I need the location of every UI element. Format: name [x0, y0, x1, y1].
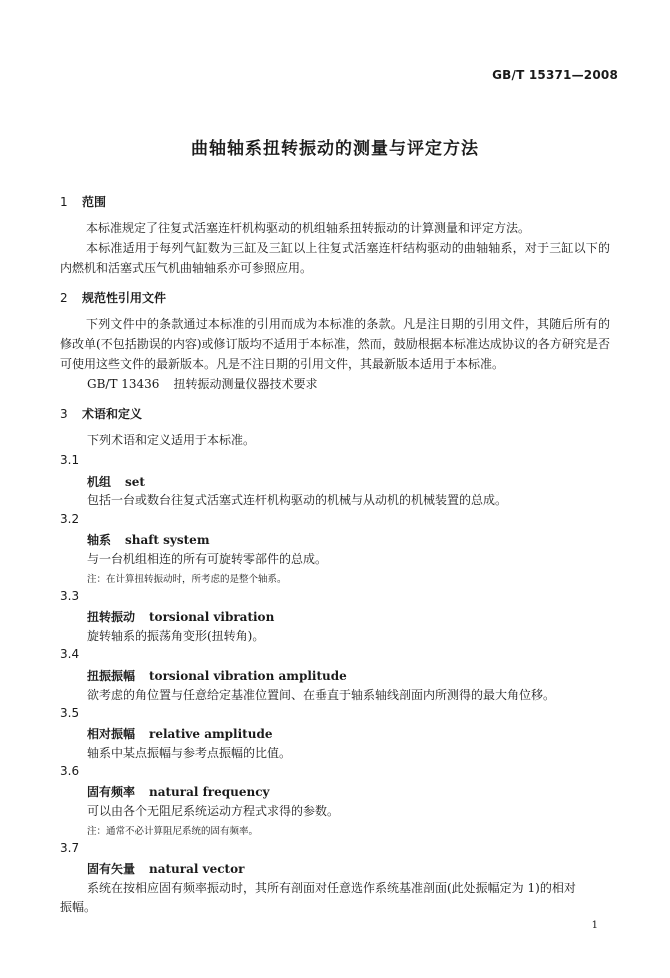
term-definition: 可以由各个无阻尼系统运动方程式求得的参数。	[87, 804, 340, 818]
term-en: shaft system	[125, 533, 210, 547]
term-zh: 固有矢量	[87, 862, 136, 876]
term-entry	[87, 725, 272, 742]
section-title: 规范性引用文件	[82, 291, 167, 305]
term-zh: 固有频率	[87, 785, 136, 799]
term-zh: 扭转振动	[87, 610, 136, 624]
section-title: 范围	[82, 195, 107, 209]
term-zh: 轴系	[87, 533, 112, 547]
section-number: 1	[60, 195, 68, 209]
reference-title: 扭转振动测量仪器技术要求	[173, 377, 318, 391]
term-entry	[87, 860, 244, 877]
clause-number: 3.4	[60, 647, 80, 661]
term-entry	[87, 667, 347, 684]
reference-code: GB/T 13436	[87, 377, 160, 391]
term-definition: 系统在按相应固有频率振动时，其所有剖面对任意选作系统基准剖面(此处振幅定为 1)的相对	[87, 881, 576, 895]
term-en: natural frequency	[149, 785, 270, 799]
term-entry	[87, 783, 270, 800]
section-3-intro: 下列术语和定义适用于本标准。	[87, 433, 256, 447]
term-note: 注：通常不必计算阻尼系统的固有频率。	[87, 826, 259, 837]
term-entry	[87, 531, 210, 548]
term-definition: 包括一台或数台往复式活塞式连杆机构驱动的机械与从动机的机械装置的总成。	[87, 493, 508, 507]
section-2-heading	[60, 289, 166, 306]
standard-code: GB/T 15371—2008	[492, 68, 618, 82]
clause-number: 3.5	[60, 706, 80, 720]
section-1-paragraph-1: 本标准规定了往复式活塞连杆机构驱动的机组轴系扭转振动的计算测量和评定方法。	[86, 221, 531, 235]
section-3-heading	[60, 405, 142, 422]
section-1-heading	[60, 193, 106, 210]
term-definition: 欲考虑的角位置与任意给定基准位置间、在垂直于轴系轴线剖面内所测得的最大角位移。	[87, 688, 556, 702]
term-zh: 扭振振幅	[87, 669, 136, 683]
term-zh: 相对振幅	[87, 727, 136, 741]
term-note: 注：在计算扭转振动时，所考虑的是整个轴系。	[87, 574, 287, 585]
section-1-paragraph-2: 本标准适用于每列气缸数为三缸及三缸以上往复式活塞连杆结构驱动的曲轴轴系，对于三缸以下的内燃机和活塞式压气机曲轴轴系亦可参照应用。	[60, 241, 610, 275]
section-number: 3	[60, 407, 68, 421]
clause-number: 3.7	[60, 841, 80, 855]
page-number: 1	[591, 920, 598, 931]
clause-number: 3.1	[60, 453, 80, 467]
normative-reference	[87, 375, 317, 392]
term-definition-continued: 振幅。	[60, 900, 97, 914]
clause-number: 3.3	[60, 589, 80, 603]
term-definition: 与一台机组相连的所有可旋转零部件的总成。	[87, 552, 328, 566]
term-zh: 机组	[87, 475, 112, 489]
term-en: natural vector	[149, 862, 245, 876]
section-number: 2	[60, 291, 68, 305]
term-definition: 旋转轴系的振荡角变形(扭转角)。	[87, 629, 265, 643]
term-entry	[87, 473, 145, 490]
section-2-paragraph-1: 下列文件中的条款通过本标准的引用而成为本标准的条款。凡是注日期的引用文件，其随后所有的修改单(不包括勘误的内容)或修订版均不适用于本标准，然而，鼓励根据本标准达成协议的各方研究是否可使用这些文件的最新版本。凡是不注日期的引用文件，其最新版本适用于本标准。	[60, 317, 610, 371]
section-title: 术语和定义	[82, 407, 143, 421]
term-entry	[87, 608, 274, 625]
term-en: set	[125, 475, 145, 489]
term-definition: 轴系中某点振幅与参考点振幅的比值。	[87, 746, 292, 760]
term-en: torsional vibration amplitude	[149, 669, 347, 683]
term-en: relative amplitude	[149, 727, 273, 741]
document-title: 曲轴轴系扭转振动的测量与评定方法	[191, 139, 479, 159]
term-en: torsional vibration	[149, 610, 275, 624]
clause-number: 3.2	[60, 512, 80, 526]
clause-number: 3.6	[60, 764, 80, 778]
